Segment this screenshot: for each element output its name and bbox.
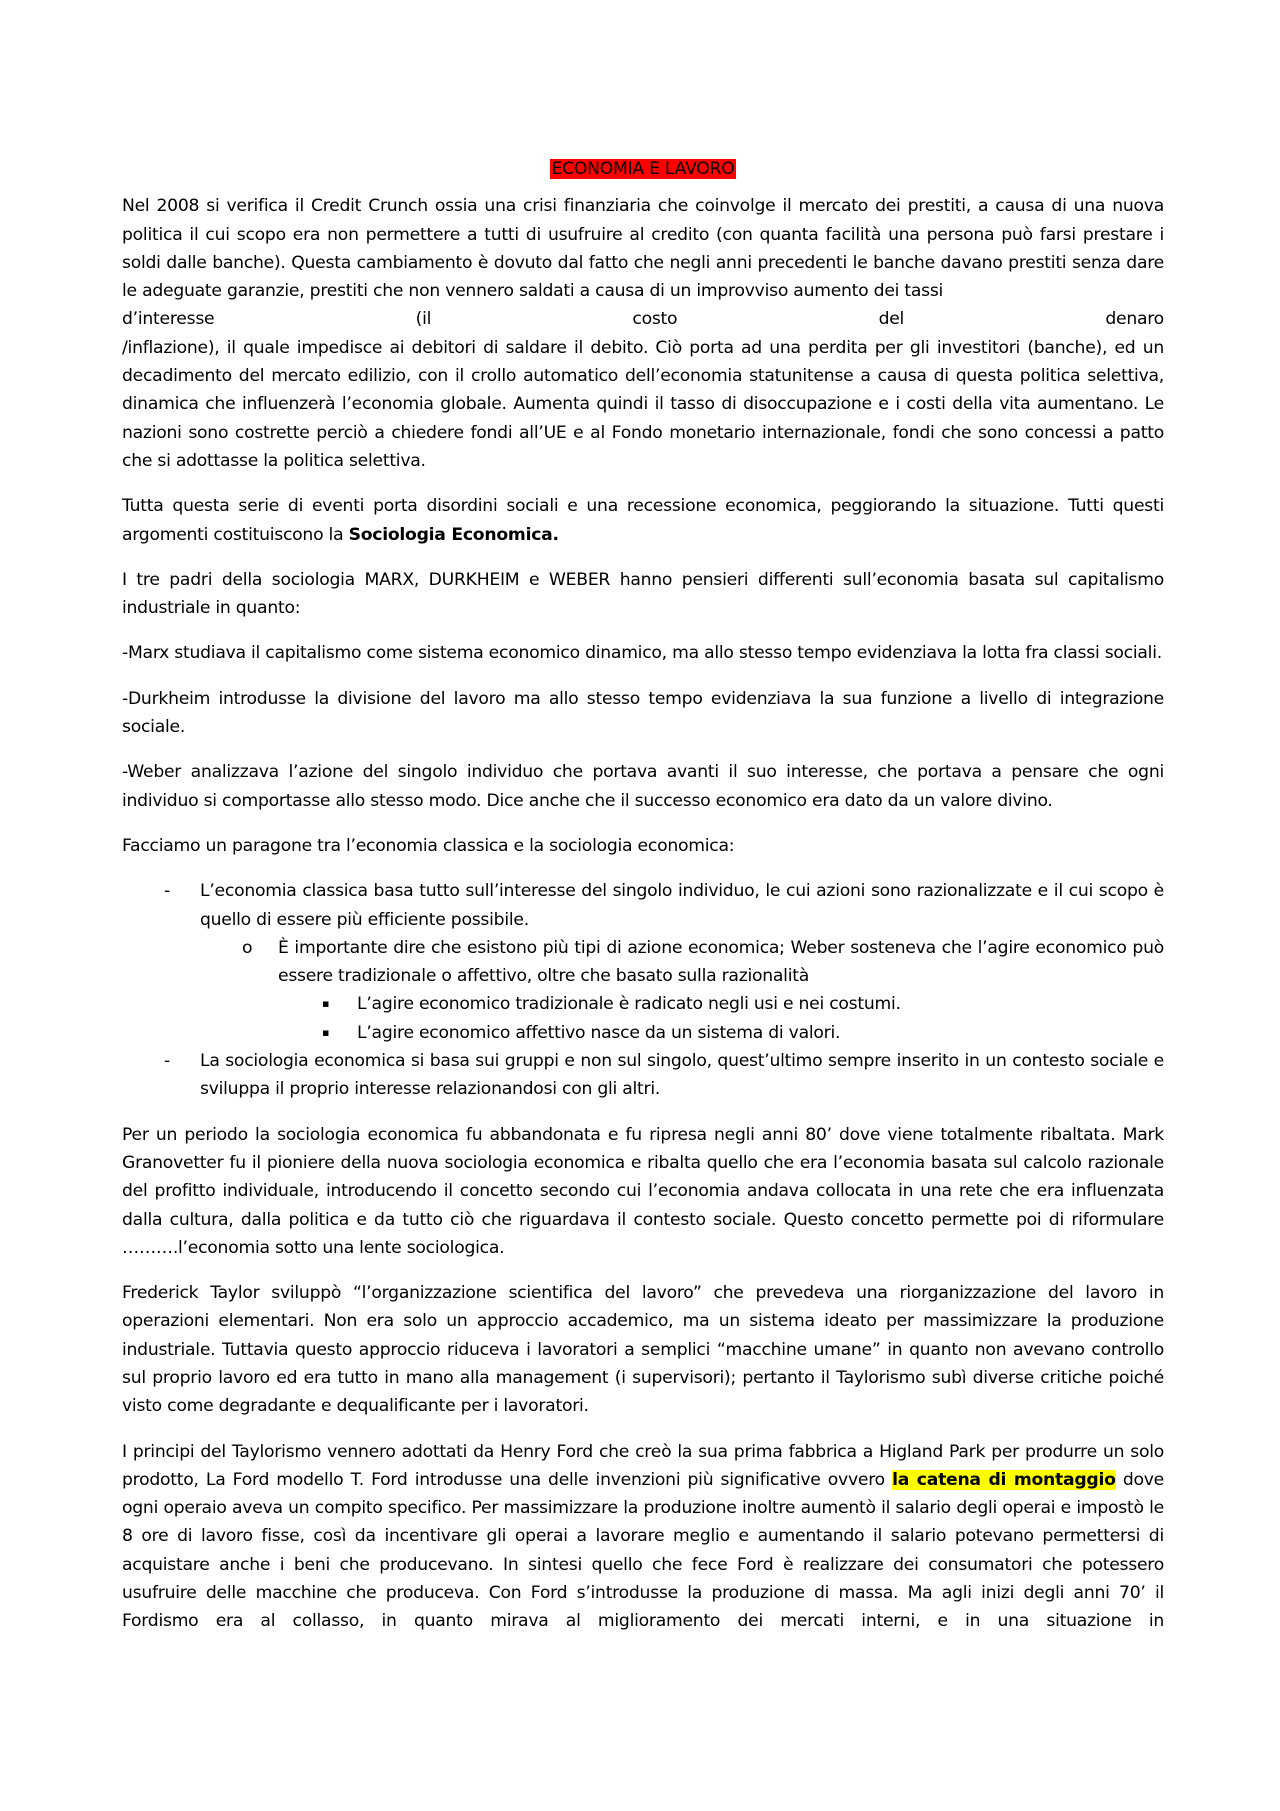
dash-bullet: - [164, 1051, 170, 1072]
sub-sub-list-item [122, 1019, 1164, 1047]
word: (il [415, 309, 432, 330]
justified-line [122, 305, 1164, 333]
square-bullet: ▪ [322, 997, 330, 1011]
circle-bullet: o [242, 937, 253, 958]
list-item-text: È importante dire che esistono più tipi di azione economica; Weber sosteneva che l’agire economico può essere tradizionale o affettivo, oltre che basato sulla razionalità [278, 937, 1164, 987]
list-item-text: L’agire economico affettivo nasce da un sistema di valori. [357, 1022, 841, 1043]
paragraph-text: Tutta questa serie di eventi porta disordini sociali e una recessione economica, peggiorando la situazione. Tutti questi argomenti costituiscono la [122, 496, 1164, 545]
list-item-text: La sociologia economica si basa sui gruppi e non sul singolo, quest’ultimo sempre inserito in un contesto sociale e sviluppa il proprio interesse relazionandosi con gli altri. [200, 1051, 1164, 1100]
paragraph-marx: -Marx studiava il capitalismo come sistema economico dinamico, ma allo stesso tempo evidenziava la lotta fra classi sociali. [122, 643, 1162, 664]
title-text: ECONOMIA E LAVORO [551, 159, 735, 179]
paragraph-social-disorder [122, 492, 1164, 549]
sub-sub-list [278, 990, 1164, 1047]
list-item-text: L’economia classica basa tutto sull’interesse del singolo individuo, le cui azioni sono razionalizzate e il cui scopo è quello di essere più efficiente possibile. [200, 881, 1164, 930]
paragraph-text: /inflazione), il quale impedisce ai debitori di saldare il debito. Ciò porta ad una perdita per gli investitori (banche), ed un decadimento del mercato edilizio, con il crollo automatico dell’economia statunitense a causa di questa politica selettiva, dinamica che influenzerà l’economia globale. Aumenta quindi il tasso di disoccupazione e i costi della vita aumentano. Le nazioni sono costrette perciò a chiedere fondi all’UE e al Fondo monetario internazionale, fondi che sono concessi a patto che si adottasse la politica selettiva. [122, 337, 1164, 471]
paragraph-text: dove ogni operaio aveva un compito specifico. Per massimizzare la produzione inoltre aumentò il salario degli operai e impostò le 8 ore di lavoro fisse, così da incentivare gli operai a lavorare meglio e aumentando il salario potevano permettersi di acquistare anche i beni che producevano. In sintesi quello che fece Ford è realizzare dei consumatori che potessero usufruire delle macchine che produceva. Con Ford s’introdusse la produzione di massa. Ma agli inizi degli anni 70’ il Fordismo era al collasso, in quanto mirava al miglioramento dei mercati interni, e in una situazione in [122, 1469, 1165, 1632]
paragraph-ford [122, 1438, 1164, 1636]
paragraph-taylor: Frederick Taylor sviluppò “l’organizzazione scientifica del lavoro” che prevedeva una riorganizzazione del lavoro in operazioni elementari. Non era solo un approccio accademico, ma un sistema ideato per massimizzare la produzione industriale. Tuttavia questo approccio riduceva i lavoratori a semplici “macchine umane” in quanto non avevano controllo sul proprio lavoro ed era tutto in mano alla management (i supervisori); pertanto il Taylorismo subì diverse critiche poiché visto come degradante e dequalificante per i lavoratori. [122, 1283, 1164, 1417]
paragraph-weber: -Weber analizzava l’azione del singolo individuo che portava avanti il suo interesse, che portava a pensare che ogni individuo si comportasse allo stesso modo. Dice anche che il successo economico era dato da un valore divino. [122, 762, 1164, 811]
word: del [878, 309, 905, 330]
page-title [122, 155, 1164, 183]
square-bullet: ▪ [322, 1025, 330, 1039]
highlighted-term: la catena di montaggio [892, 1469, 1116, 1490]
paragraph-granovetter: Per un periodo la sociologia economica fu abbandonata e fu ripresa negli anni 80’ dove viene totalmente ribaltata. Mark Granovetter fu il pioniere della nuova sociologia economica e ribalta quello che era l’economia basata sul calcolo razionale del profitto individuale, introducendo il concetto secondo cui l’economia andava collocata in una rete che era influenzata dalla cultura, dalla politica e da tutto ciò che riguardava il contesto sociale. Questo concetto permette poi di riformulare ……….l’economia sotto una lente sociologica. [122, 1124, 1164, 1258]
sub-list-item [122, 934, 1164, 1047]
dash-bullet: - [164, 881, 170, 902]
paragraph-fathers: I tre padri della sociologia MARX, DURKHEIM e WEBER hanno pensieri differenti sull’economia basata sul capitalismo industriale in quanto: [122, 569, 1164, 619]
bold-term: Sociologia Economica. [348, 524, 559, 545]
document-body [122, 155, 1164, 1636]
list-item [122, 1047, 1164, 1104]
word: denaro [1105, 309, 1164, 330]
word: d’interesse [122, 309, 215, 330]
paragraph-text: Nel 2008 si verifica il Credit Crunch ossia una crisi finanziaria che coinvolge il mercato dei prestiti, a causa di una nuova politica il cui scopo era non permettere a tutti di usufruire al credito (con quanta facilità una persona può farsi prestare i soldi dalle banche). Questa cambiamento è dovuto dal fatto che negli anni precedenti le banche davano prestiti senza dare le adeguate garanzie, prestiti che non vennero saldati a causa di un improvviso aumento dei tassi [122, 196, 1164, 302]
list-item-text: L’agire economico tradizionale è radicato negli usi e nei costumi. [357, 994, 901, 1015]
word: costo [632, 309, 678, 330]
sub-sub-list-item [122, 990, 1164, 1018]
paragraph-comparison-intro: Facciamo un paragone tra l’economia classica e la sociologia economica: [122, 835, 735, 856]
paragraph-credit-crunch [122, 192, 1164, 475]
paragraph-text: I principi del Taylorismo vennero adottati da Henry Ford che creò la sua prima fabbrica a Higland Park per produrre un solo prodotto, La Ford modello T. Ford introdusse una delle invenzioni più significative ovvero [122, 1441, 1164, 1490]
list-item [122, 877, 1164, 1047]
sub-list [200, 934, 1164, 1047]
comparison-list [122, 877, 1164, 1103]
paragraph-durkheim: -Durkheim introdusse la divisione del lavoro ma allo stesso tempo evidenziava la sua funzione a livello di integrazione sociale. [122, 688, 1164, 738]
